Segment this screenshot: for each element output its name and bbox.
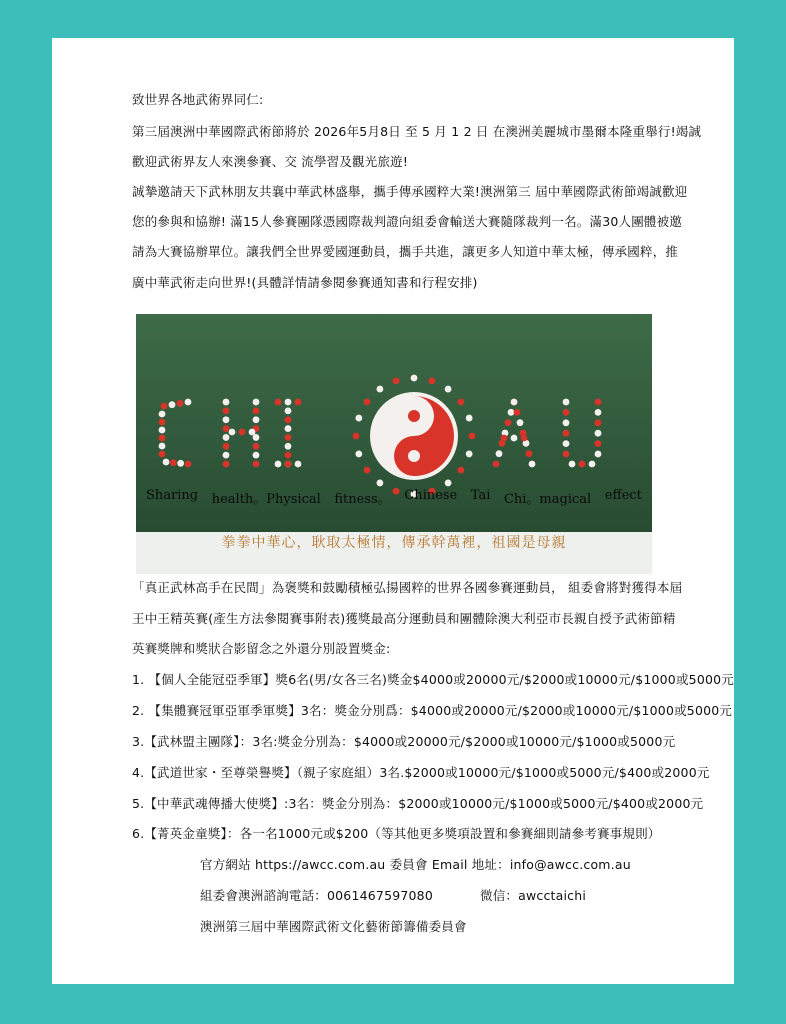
performer-dot: [239, 429, 246, 436]
performer-dot: [223, 416, 230, 423]
performer-dot: [511, 435, 518, 442]
performer-dot: [285, 416, 292, 423]
performer-dot: [223, 407, 230, 414]
performer-dot: [223, 434, 230, 441]
prize-item-2: 2. 【集體賽冠軍亞軍季軍獎】3名：獎金分別爲：$4000或20000元/$2000或10000元/$1000或5000元: [132, 703, 733, 718]
paragraph-1-line-2: 歡迎武術界友人來澳參賽、交 流學習及觀光旅遊!: [132, 154, 409, 169]
performer-dot: [253, 443, 260, 450]
performer-dot: [355, 415, 362, 422]
performer-dot: [411, 375, 418, 382]
paragraph-2-line-4: 廣中華武術走向世界!(具體詳情請參閱參賽通知書和行程安排): [132, 275, 478, 290]
performer-dot: [159, 419, 166, 426]
performer-dot: [295, 461, 302, 468]
caption-word: effect: [604, 488, 642, 503]
prize-item-3: 3.【武林盟主團隊】：3名:獎金分別為：$4000或20000元/$2000或10000元/$1000或5000元: [132, 734, 676, 749]
awards-intro-line-3: 英賽獎牌和獎狀合影留念之外還分別設置獎金:: [132, 641, 391, 656]
prize-item-4: 4.【武道世家・至尊榮譽獎】（親子家庭組）3名.$2000或10000元/$1000或5000元/$400或2000元: [132, 765, 710, 780]
performer-dot: [185, 461, 192, 468]
performer-dot: [159, 427, 166, 434]
performer-dot: [353, 433, 360, 440]
performer-dot: [469, 433, 476, 440]
performer-dot: [595, 440, 602, 447]
photo-caption-chinese: 拳拳中華心，耿取太極情，傳承幹萬裡，祖國是母親: [221, 535, 567, 551]
performer-dot: [223, 425, 230, 432]
performer-dot: [285, 443, 292, 450]
performer-dot: [163, 459, 170, 466]
performer-dot: [223, 461, 230, 468]
photo-caption-english: [146, 488, 642, 507]
caption-word: health。Physical: [211, 492, 321, 507]
performer-dot: [377, 386, 384, 393]
paragraph-2-line-2: 您的參與和協辦! 滿15人參賽團隊憑國際裁判證向組委會輸送大賽隨隊裁判一名。滿30人團體被邀: [132, 214, 682, 229]
performer-dot: [169, 401, 176, 408]
performer-dot: [229, 429, 236, 436]
performer-dot: [253, 407, 260, 414]
document-page: [52, 38, 734, 984]
performer-dot: [514, 409, 521, 416]
consultation-phone: 組委會澳洲諮詢電話：0061467597080: [200, 888, 433, 903]
performer-dot: [377, 480, 384, 487]
performer-dot: [521, 435, 528, 442]
performer-dot: [159, 443, 166, 450]
performer-dot: [429, 377, 436, 384]
performer-dot: [595, 451, 602, 458]
performer-dot: [511, 399, 518, 406]
paragraph-2-line-1: 誠摯邀請天下武林朋友共襄中華武林盛舉，攜手傳承國粹大業!澳洲第三 屆中華國際武術節竭誠歡迎: [132, 184, 688, 199]
prize-item-6: 6.【菁英金童獎】：各一名1000元或$200（等其他更多獎項設置和參賽細則請參考賽事規則）: [132, 826, 661, 841]
organizing-committee-name: 澳洲第三屆中華國際武術文化藝術節籌備委員會: [200, 919, 467, 934]
performer-dot: [563, 399, 570, 406]
performer-dot: [253, 461, 260, 468]
performer-dot: [466, 451, 473, 458]
official-website-and-email: 官方網站 https://awcc.com.au 委員會 Email 地址：info@awcc.com.au: [200, 857, 631, 872]
prize-item-1: 1. 【個人全能冠亞季軍】獎6名(男/女各三名)獎金$4000或20000元/$2000或10000元/$1000或5000元: [132, 672, 734, 687]
performer-dot: [159, 435, 166, 442]
performer-dot: [508, 409, 515, 416]
performer-dot: [177, 460, 184, 467]
performer-dot: [295, 399, 302, 406]
performer-dot: [161, 403, 168, 410]
caption-word: fitness。: [334, 492, 391, 507]
performer-dot: [223, 443, 230, 450]
performer-dot: [445, 386, 452, 393]
performer-dot: [563, 451, 570, 458]
caption-word: Tai: [470, 488, 491, 503]
performer-dot: [563, 419, 570, 426]
performer-dot: [177, 400, 184, 407]
performer-dot: [275, 399, 282, 406]
performer-dot: [364, 467, 371, 474]
performer-dot: [285, 425, 292, 432]
performer-dot: [458, 399, 465, 406]
performer-dot: [253, 434, 260, 441]
performer-dot: [496, 450, 503, 457]
performer-dot: [595, 430, 602, 437]
performer-dot: [458, 467, 465, 474]
performer-dot: [563, 440, 570, 447]
performer-dot: [170, 459, 177, 466]
performer-dot: [526, 450, 533, 457]
wechat-id: 微信：awcctaichi: [480, 888, 587, 903]
performer-dot: [159, 411, 166, 418]
caption-word: Chinese: [404, 488, 458, 503]
performer-dot: [364, 399, 371, 406]
performer-dot: [445, 480, 452, 487]
awards-intro-line-2: 王中王精英賽(產生方法參閱賽事附表)獲獎最高分運動員和團體除澳大利亞市長親自授予武術節精: [132, 611, 676, 626]
performer-dot: [517, 419, 524, 426]
performer-dot: [393, 377, 400, 384]
caption-word: Chi。magical: [503, 492, 592, 507]
performer-dot: [285, 452, 292, 459]
performer-dot: [493, 461, 500, 468]
tai-chi-formation-photo: [136, 314, 652, 574]
performer-dot: [501, 435, 508, 442]
performer-dot: [563, 430, 570, 437]
performer-dot: [595, 419, 602, 426]
performer-dot: [275, 461, 282, 468]
performer-dot: [285, 461, 292, 468]
salutation: 致世界各地武術界同仁:: [132, 92, 264, 107]
performer-dot: [185, 399, 192, 406]
performer-dot: [285, 399, 292, 406]
performer-dot: [563, 409, 570, 416]
performer-dot: [579, 461, 586, 468]
performer-dot: [589, 461, 596, 468]
performer-dot: [253, 416, 260, 423]
performer-dot: [466, 415, 473, 422]
performer-dot: [355, 451, 362, 458]
paragraph-2-line-3: 請為大賽協辦單位。讓我們全世界愛國運動員，攜手共進，讓更多人知道中華太極，傳承國粹，推: [132, 244, 679, 259]
caption-word: Sharing: [146, 488, 199, 503]
performer-dot: [159, 451, 166, 458]
performer-dot: [285, 434, 292, 441]
yin-yang-symbol: [370, 392, 458, 480]
performer-dot: [529, 461, 536, 468]
performer-dot: [223, 399, 230, 406]
performer-dot: [505, 419, 512, 426]
performer-dot: [285, 407, 292, 414]
performer-dot: [253, 399, 260, 406]
performer-dot: [569, 461, 576, 468]
performer-dot: [249, 429, 256, 436]
performer-dot: [253, 452, 260, 459]
performer-dot: [595, 399, 602, 406]
paragraph-1-line-1: 第三屆澳洲中華國際武術節將於 2026年5月8日 至 5 月 1 2 日 在澳洲美麗城市墨爾本隆重舉行!竭誠: [132, 124, 702, 139]
performer-dot: [595, 409, 602, 416]
performer-dot: [223, 452, 230, 459]
prize-item-5: 5.【中華武魂傳播大使獎】:3名：獎金分別為：$2000或10000元/$1000或5000元/$400或2000元: [132, 796, 704, 811]
awards-intro-line-1: 「真正武林高手在民間」為褒獎和鼓勵積極弘揚國粹的世界各國參賽運動員， 組委會將對獲得本屆: [132, 580, 683, 595]
